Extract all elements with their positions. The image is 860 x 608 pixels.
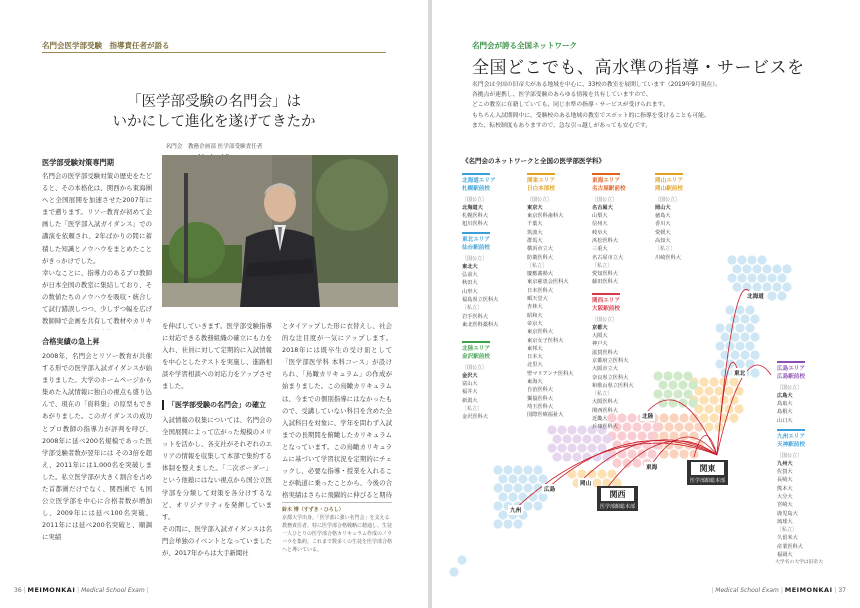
university-item: 愛媛大 [655, 229, 671, 236]
university-item: 千葉大 [527, 221, 543, 228]
university-item: 岡山大 [655, 204, 671, 211]
caption-name: 鈴木 博（すずき・ひろし） [282, 507, 344, 513]
map-label-kanto [687, 460, 728, 485]
university-item: 順天堂大 [527, 296, 548, 303]
university-item: 岐阜大 [592, 229, 608, 236]
university-item: 杏林大 [527, 304, 543, 311]
university-item: 北海道大 [462, 204, 483, 211]
university-item: 東京慈恵会医科大 [527, 279, 569, 286]
map-label-kyushu: 九州 [508, 505, 523, 515]
region-school[interactable]: 岡山駅前校 [655, 185, 683, 192]
university-item: 島根大 [777, 409, 793, 416]
region-block [592, 292, 634, 432]
region-name: 北陸エリア [462, 345, 490, 352]
region-name: 東北エリア [462, 236, 490, 243]
map-label-hokkaido: 北海道 [745, 291, 766, 301]
region-block [462, 172, 496, 229]
section-title-1: 医学部受験対策専門期 [42, 158, 114, 167]
university-group-label: ［国公立］ [462, 196, 488, 203]
kicker-rule [42, 52, 386, 53]
portrait-photo [162, 155, 398, 307]
map-label-tohoku: 東北 [732, 368, 747, 378]
region-school[interactable]: 札幌駅前校 [462, 185, 490, 192]
university-item: 愛知医科大 [592, 271, 618, 278]
university-item: 日本医科大 [527, 287, 553, 294]
map-label-kansai-name: 関西 [600, 487, 635, 502]
region-color-bar [592, 293, 620, 295]
region-color-bar [592, 173, 620, 175]
region-block [777, 360, 805, 425]
university-group-label: ［私立］ [655, 246, 676, 253]
right-page [432, 0, 860, 608]
university-item: 富山大 [462, 381, 478, 388]
university-item: 東京医科歯科大 [527, 213, 564, 220]
intro-line: 各拠点が連携し、医学部受験のあらゆる情報を共有していますので、 [472, 92, 652, 99]
region-name: 関東エリア [527, 177, 555, 184]
university-item: 近畿大 [592, 416, 608, 423]
right-footer: | Medical School Exam | MEIMONKAI | 37 [711, 586, 846, 594]
university-item: 秋田大 [462, 280, 478, 287]
university-item: 三重大 [592, 246, 608, 253]
university-item: 東京大 [527, 204, 543, 211]
intro-line: どこの教室に在籍していても、同じ水準の指導・サービスが受けられます。 [472, 102, 669, 109]
footer-sub-right: Medical School Exam [715, 587, 779, 594]
map-label-kansai-sub: 医学部館総本部 [600, 504, 636, 510]
university-item: 広島大 [777, 392, 793, 399]
university-item: 埼玉医科大 [527, 403, 553, 410]
university-item: 久留米大 [777, 535, 798, 542]
column2-body-2: 入試情報の収集については、名門会の全国展開によって広がった規模のメリットを活かし、各支社がそれぞれのエリアの情報を収集して本部で集約する体制を整えました。「二次ボーダー」という他塾にはない視点から国公立医学部を分類して対策を各分けするなど、オリジナリティを発揮しています。 その間に、医学部入試ガイダンスは名門会単独のイベントとなっていましたが、2017年からは大手新聞社 [162, 416, 272, 558]
university-item: 昭和大 [527, 312, 543, 319]
university-group-label: ［国公立］ [462, 364, 488, 371]
university-item: 大阪市立大 [592, 366, 618, 373]
university-group-label: ［私立］ [592, 262, 613, 269]
university-item: 大分大 [777, 493, 793, 500]
university-item: 熊本大 [777, 485, 793, 492]
university-item: 旭川医科大 [462, 221, 488, 228]
university-item: 弘前大 [462, 272, 478, 279]
university-item: 京都府立医科大 [592, 357, 629, 364]
region-block [655, 172, 683, 262]
intro-line: もちろん入試期間中に、受験校のある地域の教室でスポット的に指導を受けることも可能。 [472, 112, 710, 119]
region-name: 広島エリア [777, 365, 805, 372]
article-headline [0, 92, 428, 132]
university-item: 産業医科大 [777, 543, 803, 550]
university-item: 金沢大 [462, 372, 478, 379]
university-item: 福岡大 [777, 552, 793, 559]
university-item: 名古屋市立大 [592, 254, 624, 261]
university-item: 鹿児島大 [777, 510, 798, 517]
portrait-illustration [162, 155, 398, 307]
section-title-2: 合格実績の急上昇 [42, 337, 100, 346]
column2-body: を伸ばしていきます。医学部受験指導に対応できる教務組織の確立にも力を入れ、社員に対して定期的に入試情報を中心としたテストを実施し、進路相談や学習相談への対応力をアップさせました。 [162, 322, 272, 391]
university-item: 名古屋大 [592, 204, 613, 211]
section-body-2: 2008年、名門会とリソー教育が共催する形での医学部入試ガイダンスが始まりました。大学のホームページから集めた入試情報に独自の視点も盛り込んで、現在の「資料集」の原型もできあがりました。このガイダンスの成功とプロ教師の指導力が評判を呼び、2008年に延べ200名規模であった医学部受験者数が翌年には その3倍を超え、2011年には1,000名を突破しました。私立医学部が大きく割合を占めた首都圏だけでなく、関西圏で も国公立医学部を中心に合格者数が増加し、2009年には延べ100名突破、2011年には延べ200名突破と、順調に実績 [42, 352, 152, 542]
university-group-label: ［私立］ [527, 262, 548, 269]
university-item: 高知大 [655, 237, 671, 244]
map-label-tokai: 東海 [644, 462, 659, 472]
university-item: 京都大 [592, 324, 608, 331]
university-group-label: ［国公立］ [655, 196, 681, 203]
university-group-label: ［国公立］ [592, 196, 618, 203]
section-body-1: 名門会の医学部受験対策の歴史をたどると、その本格化は、関西から東海圏へと全国展開を加速させた2007年にまで遡ります。リソー教育が初めて企画した「医学部入試ガイダンス」での講演を依頼され、2年ばかりの間に蓄積した知識とノウハウをまとめたことがきっかけでした。 幸いなことに、指導力のあるプロ教師が日本全国の教室に集結しており、その数値たちのノウハウを吸収・統合して試行錯誤しつつ、少しずつ幅を広げ教師陣で企画を共有して教材やカリキ [42, 172, 152, 326]
university-item: 東邦大 [527, 345, 543, 352]
university-item: 東北医科薬科大 [462, 321, 499, 328]
university-item: 東北大 [462, 263, 478, 270]
university-group-label: ［私立］ [462, 405, 483, 412]
region-school[interactable]: 名古屋駅前校 [592, 185, 626, 192]
university-item: 山口大 [777, 417, 793, 424]
university-item: 徳島大 [655, 213, 671, 220]
region-color-bar [527, 173, 555, 175]
region-name: 九州エリア [777, 433, 805, 440]
university-item: 東京医科大 [527, 329, 553, 336]
footer-brand-right: MEIMONKAI [784, 586, 833, 594]
university-item: 札幌医科大 [462, 213, 488, 220]
university-item: 防衛医科大 [527, 254, 553, 261]
university-item: 聖マリアンナ医科大 [527, 370, 574, 377]
university-item: 宮崎大 [777, 502, 793, 509]
map-title: 《名門会のネットワークと全国の医学部医学科》 [462, 157, 605, 165]
university-item: 日本大 [527, 354, 543, 361]
university-item: 信州大 [592, 221, 608, 228]
university-item: 香川大 [655, 221, 671, 228]
region-color-bar [462, 173, 490, 175]
university-item: 滋賀医科大 [592, 349, 618, 356]
university-item: 山梨大 [592, 213, 608, 220]
university-item: 和歌山県立医科大 [592, 382, 634, 389]
region-block [777, 428, 805, 559]
right-title: 全国どこでも、高水準の指導・サービスを [472, 58, 805, 78]
caption-rule [282, 502, 392, 503]
region-name: 関西エリア [592, 297, 620, 304]
university-item: 奈良県立医科大 [592, 374, 629, 381]
right-kicker: 名門会が誇る全国ネットワーク [472, 41, 577, 50]
author-caption [282, 506, 392, 554]
region-name: 北海道エリア [462, 177, 496, 184]
university-item: 東京女子医科大 [527, 337, 564, 344]
region-color-bar [462, 341, 490, 343]
university-item: 東海大 [527, 379, 543, 386]
university-item: 横浜市立大 [527, 246, 553, 253]
university-group-label: ［私立］ [592, 391, 613, 398]
region-school[interactable]: 仙台駅前校 [462, 244, 490, 251]
university-item: 筑波大 [527, 229, 543, 236]
byline-role: 名門会 教務企画部 医学部受験責任者 [165, 144, 263, 150]
map-label-hiroshima: 広島 [542, 484, 557, 494]
university-item: 国際医療福祉大 [527, 412, 564, 419]
university-item: 浜松医科大 [592, 237, 618, 244]
left-page [0, 0, 428, 608]
university-item: 藤田医科大 [592, 279, 618, 286]
university-item: 新潟大 [462, 397, 478, 404]
region-school[interactable]: 日白本部校 [527, 185, 555, 192]
subsection-title: 「医学部受験の名門会」の確立 [162, 400, 266, 410]
university-item: 山形大 [462, 288, 478, 295]
university-item: 福井大 [462, 389, 478, 396]
region-school[interactable]: 広島駅前校 [777, 373, 805, 380]
region-color-bar [777, 429, 805, 431]
university-item: 金沢医科大 [462, 414, 488, 421]
region-school[interactable]: 大阪駅前校 [592, 305, 620, 312]
caption-text: 京都大学出身。「医学部に強い名門会」を支える教務責任者。特に医学部合格戦略に精通し、生徒一人ひとりの医学部合格カリキュラム作成のノウハウを集約。これまで数多くの生徒を医学部合格へと導いている。 [282, 515, 393, 553]
map-label-kanto-sub: 医学部館総本部 [690, 478, 726, 484]
university-group-label: ［国公立］ [527, 196, 553, 203]
university-item: 川崎医科大 [655, 254, 681, 261]
university-item: 北里大 [527, 362, 543, 369]
map-label-okayama: 岡山 [578, 478, 593, 488]
column3-body: とタイアップした形に衣替えし、社会的な注目度が一気にアップします。2018年には既卒生の受け皿として「医学部医学科 本科コース」が設けられ、「鳥瞰カリキュラム」の作成が始まりました。この鳥瞰カリキュラムは、今までの個別指導にはなかったもので、受講していない科目を含めた全入試科目を対象に、学年を問わず入試までの長期間を俯瞰したカリキュラムとなっています。この鳥瞰カリキュラムに基づいて学習状況を定期的にチェックし、必要な指導・授業を入れることが軌道に乗ったことから、今後の合格実績はさらに飛躍的に伸びると期待 [282, 322, 392, 500]
region-color-bar [462, 232, 490, 234]
university-item: 琉球大 [777, 518, 793, 525]
university-item: 佐賀大 [777, 469, 793, 476]
university-item: 大阪医科大 [592, 399, 618, 406]
region-block [527, 172, 573, 420]
university-item: 九州大 [777, 460, 793, 467]
footer-sub-left: Medical School Exam [81, 587, 145, 594]
university-item: 自治医科大 [527, 387, 553, 394]
region-color-bar [777, 361, 805, 363]
footer-brand-left: MEIMONKAI [27, 586, 76, 594]
university-group-label: ［国公立］ [777, 384, 803, 391]
region-color-bar [655, 173, 683, 175]
university-group-label: ［国公立］ [777, 452, 803, 459]
region-name: 岡山エリア [655, 177, 683, 184]
university-group-label: ［国公立］ [462, 255, 488, 262]
intro-line: また、転校制度もありますので、急な引っ越しがあっても安心です。 [472, 122, 652, 129]
university-group-label: ［私立］ [777, 527, 798, 534]
region-name: 東海エリア [592, 177, 620, 184]
university-item: 帝京大 [527, 320, 543, 327]
university-item: 大阪大 [592, 333, 608, 340]
university-group-label: ［私立］ [462, 305, 483, 312]
university-item: 長崎大 [777, 477, 793, 484]
university-item: 群馬大 [527, 237, 543, 244]
map-label-hokuriku: 北陸 [640, 411, 655, 421]
university-item: 慶應義塾大 [527, 271, 553, 278]
region-block [462, 231, 498, 329]
region-school[interactable]: 金沢駅前校 [462, 353, 490, 360]
university-item: 神戸大 [592, 341, 608, 348]
left-kicker: 名門会医学部受験 指導責任者が語る [42, 41, 170, 50]
headline-line-2: いかにして進化を遂げてきたか [112, 114, 316, 130]
region-block [592, 172, 626, 287]
region-school[interactable]: 天神駅前校 [777, 441, 805, 448]
university-item: 獨協医科大 [527, 395, 553, 402]
university-item: 関西医科大 [592, 407, 618, 414]
page-number-left: 36 [14, 587, 22, 594]
university-item: 兵庫医科大 [592, 424, 618, 431]
map-label-kansai [597, 486, 638, 511]
university-group-label: ［国公立］ [592, 316, 618, 323]
intro-line: 名門会は全国の旧帝大がある地域を中心に、33校の教室を展開しています（2019年9月現在）。 [472, 82, 721, 88]
region-block [462, 340, 490, 422]
university-item: 岩手医科大 [462, 313, 488, 320]
map-label-kanto-name: 関東 [690, 461, 725, 476]
headline-line-1: 「医学部受験の名門会」は [127, 94, 301, 110]
university-item: 福島県立医科大 [462, 296, 499, 303]
left-footer: 36 | MEIMONKAI | Medical School Exam | [14, 586, 149, 594]
university-item: 鳥取大 [777, 401, 793, 408]
page-number-right: 37 [838, 587, 846, 594]
map-footnote: 大学名の大学は旧帝大 [775, 560, 823, 565]
